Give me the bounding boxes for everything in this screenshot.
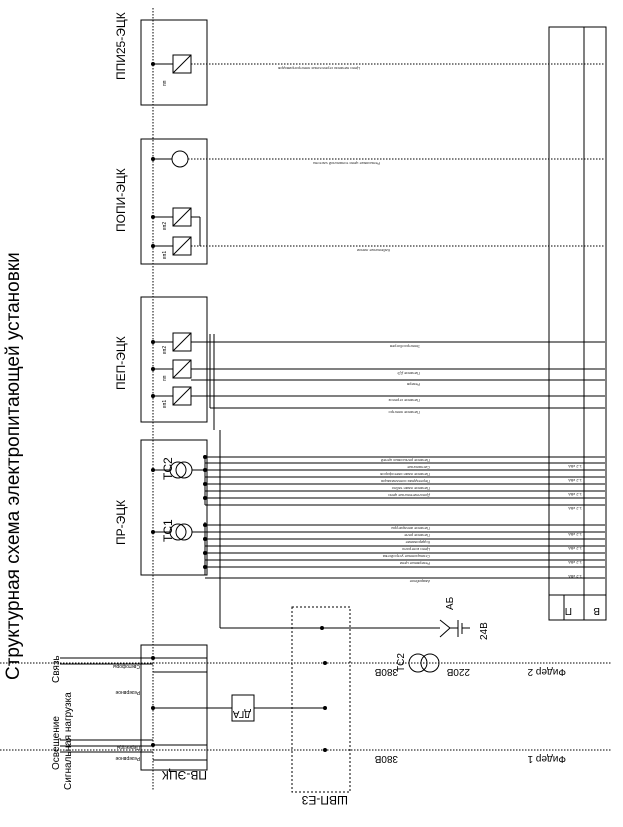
pv-small-4: Резервное [115, 755, 140, 761]
circuit-text: Станционные устройства [382, 554, 430, 559]
tc2-block-label: ТС2 [161, 457, 175, 480]
circuit-text: Переездная сигнализация [381, 479, 430, 484]
circuit-text: Электрообогрев [389, 344, 420, 349]
pep-vp1-label: вп1 [162, 399, 168, 408]
circuit-text: Цепи питания стрелочных электроприводов [278, 66, 360, 71]
circuit-text: Питание электро [388, 410, 420, 415]
output-signal: Сигнальная нагрузка [63, 692, 74, 790]
v380-label-1: 380В [374, 666, 398, 677]
circuit-text: Питание ДЭ [397, 371, 420, 376]
block-label-pv: ПВ-ЭЦК [161, 768, 207, 782]
panel-letter-bottom: В [593, 605, 600, 616]
row-code: 1-2 кВА [568, 464, 582, 469]
popi-circle [172, 151, 188, 167]
pep-vp2-label: вп2 [162, 345, 168, 354]
circuit-text: Дополнительные цепи [388, 493, 430, 498]
pv-small-3: Переезды [116, 744, 140, 750]
row-code: 1-2 кВА [568, 560, 582, 565]
circuit-text: Питание аппаратуры [391, 526, 430, 531]
v380-label-2: 380В [374, 753, 398, 764]
block-ppi125 [141, 20, 207, 105]
circuit-text: Питание реле [404, 533, 430, 538]
pv-small-1: Светофоры [112, 663, 140, 669]
ppi-pp-label: пп [162, 80, 168, 86]
block-popi [141, 139, 207, 264]
block-label-shvp: ШВП-Е3 [301, 793, 348, 807]
row-code: 1-2 кВА [568, 532, 582, 537]
block-label-popi: ПОПИ-ЭЦК [114, 168, 128, 232]
row-code: 1-2 кВА [568, 574, 582, 579]
block-shvp [292, 607, 350, 792]
feeder-2-label: Фидер 2 [527, 666, 566, 677]
circuit-text: Питание стрелок [388, 398, 420, 403]
circuit-text: Сигнальные [407, 465, 430, 470]
circuit-text: Резервные цепи [399, 561, 430, 566]
circuit-text: Кодирование [405, 540, 430, 545]
circuit-text: Резерв [407, 382, 420, 387]
ab-label: АБ [445, 596, 456, 610]
popi-vp1-label: вп1 [162, 250, 168, 259]
circuit-text: Питание рельсовых цепей [380, 458, 430, 463]
row-code: 1-2 кВА [568, 506, 582, 511]
output-osveshchenie: Освещение [51, 716, 62, 770]
circuit-text: Питание ламп табло [391, 486, 430, 491]
pep-pp-label: пп [162, 375, 168, 381]
pv-small-2: Резервное [115, 689, 140, 695]
dga-label: ДГА [232, 708, 251, 719]
popi-vp2-label: вп2 [162, 221, 168, 230]
circuit-text: Рельсовые цепи тональной частоты [312, 161, 380, 166]
v24-label: 24В [479, 622, 490, 640]
circuit-text: Цепи контроля [402, 547, 430, 552]
block-label-pr: ПР-ЭЦК [114, 499, 128, 545]
v220-label: 220В [446, 666, 470, 677]
panel-letter-top: П [564, 605, 572, 616]
row-code: 1-2 кВА [568, 478, 582, 483]
circuit-text: Кабельные линии [357, 248, 390, 253]
circuit-text: Аварийное [409, 579, 430, 584]
block-label-ppi125: ППИ25-ЭЦК [114, 12, 128, 80]
tc2-label: ТС2 [396, 653, 407, 672]
row-code: 1-2 кВА [568, 546, 582, 551]
feeder-1-label: Фидер 1 [527, 753, 566, 764]
output-svyaz: Связь [51, 655, 62, 683]
row-code: 1-2 кВА [568, 492, 582, 497]
tc1-block-label: ТС1 [161, 519, 175, 542]
block-label-pep: ПЕП-ЭЦК [114, 336, 128, 390]
page-title: Структурная схема электропитающей установки [3, 252, 24, 680]
circuit-text: Питание ламп светофоров [380, 472, 430, 477]
